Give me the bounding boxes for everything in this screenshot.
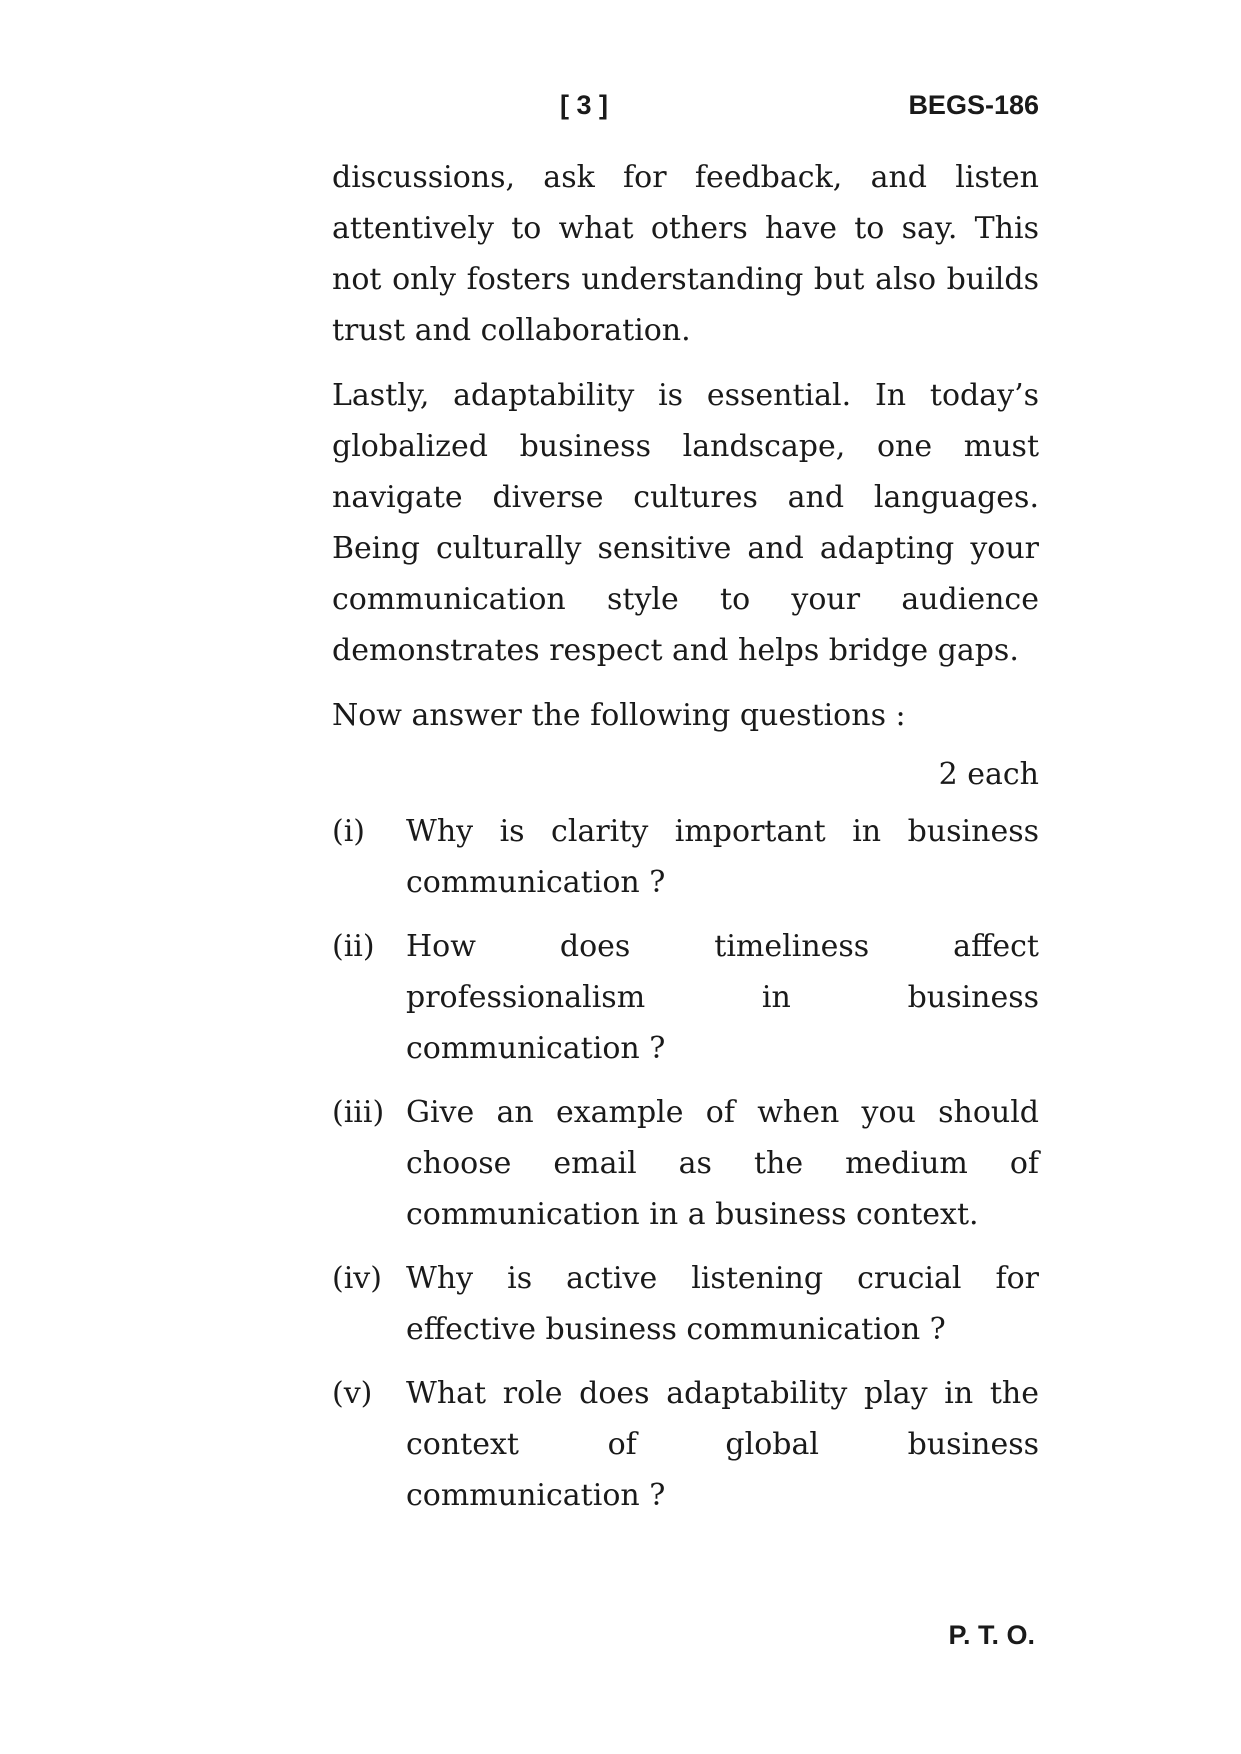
pto-label: P. T. O. xyxy=(948,1620,1035,1650)
paragraph: discussions, ask for feedback, and listen attentively to what others have to say. This not only fosters understanding but also builds trust and collaboration. xyxy=(332,160,1039,348)
question-number: (v) xyxy=(332,1376,373,1411)
question-item xyxy=(332,1368,1039,1521)
question-number: (iii) xyxy=(332,1095,385,1130)
question-number: (i) xyxy=(332,814,366,849)
instruction-text: Now answer the following questions : xyxy=(332,698,906,733)
question-number: (iv) xyxy=(332,1261,382,1296)
page-header xyxy=(0,90,1241,130)
question-number: (ii) xyxy=(332,929,375,964)
page-content xyxy=(332,152,1039,1534)
question-text: Why is clarity important in business communication ? xyxy=(406,814,1039,900)
marks-label: 2 each xyxy=(938,757,1039,792)
question-text: How does timeliness affect professionalism in business communication ? xyxy=(406,929,1039,1066)
paragraph: Lastly, adaptability is essential. In today’s globalized business landscape, one must navigate diverse cultures and languages. Being culturally sensitive and adapting your communication style to your audience demonstrates respect and helps bridge gaps. xyxy=(332,378,1039,668)
question-item xyxy=(332,1253,1039,1355)
question-item xyxy=(332,921,1039,1074)
course-code: BEGS-186 xyxy=(908,90,1039,120)
question-text: Give an example of when you should choose email as the medium of communication in a business context. xyxy=(406,1095,1039,1232)
question-item xyxy=(332,806,1039,908)
page-number: [ 3 ] xyxy=(560,90,609,120)
question-text: Why is active listening crucial for effective business communication ? xyxy=(406,1261,1039,1347)
question-item xyxy=(332,1087,1039,1240)
question-text: What role does adaptability play in the context of global business communication ? xyxy=(406,1376,1039,1513)
